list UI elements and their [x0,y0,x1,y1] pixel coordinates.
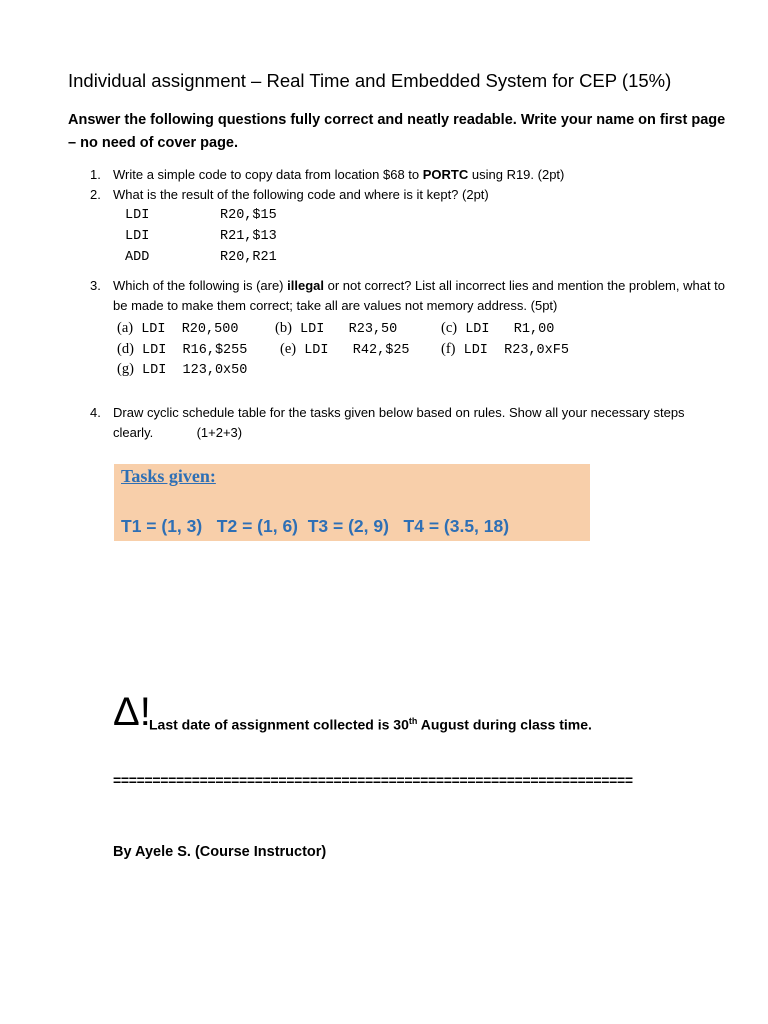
tasks-list: T1 = (1, 3) T2 = (1, 6) T3 = (2, 9) T4 = (3.5, 18) [121,516,510,536]
option-item [117,320,238,337]
option-label: (c) [441,320,458,336]
question-text-part: Draw cyclic schedule table for the tasks given below based on rules. Show all your necessary steps clearly. [113,405,685,440]
question-number: 3. [90,278,101,293]
question-text [113,165,564,185]
question-text: What is the result of the following code and where is it kept? (2pt) [113,187,489,202]
tasks-box [114,464,590,541]
option-item [275,320,397,337]
document-title: Individual assignment – Real Time and Embedded System for CEP (15%) [68,70,672,91]
code-args: R20,R21 [220,250,277,265]
question-keyword: illegal [287,278,324,293]
question-number: 2. [90,187,101,202]
option-code: LDI R1,00 [465,322,555,337]
deadline-sup: th [408,716,418,726]
separator-line: ================================================================== [113,772,633,788]
option-label: (e) [280,341,297,357]
option-item [441,341,569,358]
deadline-text: Last date of assignment collected is 30 [149,716,409,733]
option-code: LDI R42,$25 [304,343,410,358]
option-code: LDI R23,50 [300,322,398,337]
question-number: 4. [90,405,101,420]
question-text-part: Which of the following is (are) [113,278,288,293]
option-item [441,320,554,337]
code-op: ADD [125,250,150,265]
option-label: (d) [117,341,134,357]
code-args: R20,$15 [220,208,277,223]
option-label: (b) [275,320,292,336]
code-op: LDI [125,208,150,223]
option-code: LDI R23,0xF5 [463,343,569,358]
question-text-part: using R19. (2pt) [468,167,565,182]
option-item [117,361,247,378]
code-args: R21,$13 [220,229,277,244]
instructions: Answer the following questions fully correct and neatly readable. Write your name on first page – no need of cover page. [68,112,726,151]
question-text-part: or not correct? List all incorrect lies and mention the problem, what to be made to make them correct; take all are values not memory address. (5pt) [113,278,726,313]
deadline-notice [149,716,592,733]
question-points: (1+2+3) [196,425,243,440]
code-op: LDI [125,229,150,244]
signature: By Ayele S. (Course Instructor) [113,844,327,860]
question-text [113,276,728,316]
option-label: (g) [117,361,134,377]
option-item [117,341,247,358]
question-keyword: PORTC [422,167,469,182]
deadline-text: August during class time. [417,716,592,733]
question-text [113,403,723,443]
option-label: (a) [117,320,134,336]
question-number: 1. [90,167,101,182]
option-code: LDI 123,0x50 [142,363,248,378]
tasks-heading: Tasks given: [121,466,216,486]
option-code: LDI R16,$255 [142,343,248,358]
question-text-part: Write a simple code to copy data from location $68 to [113,167,423,182]
warning-icon: Δ! [113,690,151,734]
option-item [280,341,410,358]
option-code: LDI R20,500 [141,322,239,337]
option-label: (f) [441,341,456,357]
